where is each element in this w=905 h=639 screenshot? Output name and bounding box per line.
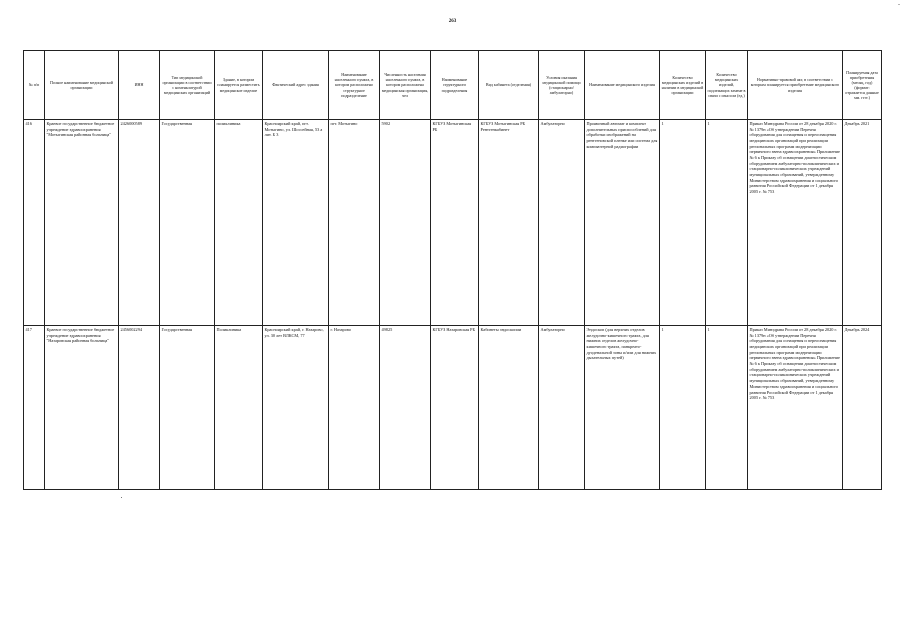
col-header-device: Наименование медицинского изделия xyxy=(585,51,660,120)
scan-speck xyxy=(121,497,122,498)
cell-population: 49825 xyxy=(380,326,431,490)
equipment-table xyxy=(23,50,882,490)
col-header-cabinet: Вид кабинета (отделения) xyxy=(479,51,539,120)
col-header-conditions: Условия оказания медицинской помощи (стационарно/ амбулаторно) xyxy=(539,51,585,120)
cell-building: поликлиника xyxy=(215,120,263,326)
cell-in-stock: 1 xyxy=(660,120,706,326)
cell-org: Краевое государственное бюджетное учреждение здравоохранения "Назаровская районная больница" xyxy=(45,326,119,490)
cell-to-replace: 1 xyxy=(706,120,748,326)
cell-date: Декабрь 2024 xyxy=(843,326,882,490)
cell-date: Декабрь 2021 xyxy=(843,120,882,326)
cell-settlement: г. Назарово xyxy=(329,326,380,490)
cell-cabinet: КГБУЗ Мотыгинская РБ Рентгенкабинет xyxy=(479,120,539,326)
col-header-building: Здание, в котором планируется разместить медицинское изделие xyxy=(215,51,263,120)
cell-in-stock: 1 xyxy=(660,326,706,490)
cell-population: 5902 xyxy=(380,120,431,326)
cell-to-replace: 1 xyxy=(706,326,748,490)
col-header-org: Полное наименование медицинской организации xyxy=(45,51,119,120)
col-header-inn: ИНН xyxy=(119,51,160,120)
cell-unit: КГБУЗ Назаровская РБ xyxy=(431,326,479,490)
cell-building: Поликлиника xyxy=(215,326,263,490)
table-row xyxy=(24,326,882,490)
cell-act: Приказ Минздрава России от 28 декабря 2020 г. № 1379н «Об утверждении Перечня оборудования для оснащения и переоснащения медицинских организаций при реализации региональных программ модернизации первичного звена здравоохранения» Приложение № 6 к Приказу об оснащении диагностическим оборудованием амбулаторно-поликлинических и стационарно-поликлинических учреждений муниципальных образований, утвержденному Министерством здравоохранения и социального развития Российской Федерации от 1 декабря 2005 г. № 753 xyxy=(748,326,843,490)
col-header-num: № п/п xyxy=(24,51,45,120)
col-header-type: Тип медицинской организации в соответствии с номенклатурой медицинских организаций xyxy=(160,51,215,120)
cell-address: Красноярский край, пгт. Мотыгино, ул. Шоссейная, 53 а лит. Б 3 xyxy=(263,120,329,326)
col-header-population: Численность населения населенного пункта, в котором расположена медицинская организация, чел xyxy=(380,51,431,120)
corner-mark: - xyxy=(898,2,900,8)
cell-num: 416 xyxy=(24,120,45,326)
col-header-settlement: Наименование населенного пункта, в котором расположено структурное подразделение xyxy=(329,51,380,120)
cell-settlement: пгт. Мотыгино xyxy=(329,120,380,326)
cell-type: Государственная xyxy=(160,326,215,490)
cell-device: Эндоскоп (для верхних отделов желудочно-кишечного тракта, для нижних отделов желудочно-кишечного тракта, панкреато-дуоденальной зоны и/или для нижних дыхательных путей) xyxy=(585,326,660,490)
cell-inn: 2426000589 xyxy=(119,120,160,326)
cell-address: Красноярский край, г. Назарово, ул. 30 лет ВЛКСМ, 77 xyxy=(263,326,329,490)
col-header-act: Нормативно-правовой акт, в соответствии с которым планируется приобретение медицинского изделия xyxy=(748,51,843,120)
cell-act: Приказ Минздрава России от 28 декабря 2020 г. № 1379н «Об утверждении Перечня оборудования для оснащения и переоснащения медицинских организаций при реализации региональных программ модернизации первичного звена здравоохранения» Приложение № 6 к Приказу об оснащении диагностическим оборудованием амбулаторно-поликлинических и стационарно-поликлинических учреждений муниципальных образований, утвержденному Министерством здравоохранения и социального развития Российской Федерации от 1 декабря 2005 г. № 753 xyxy=(748,120,843,326)
col-header-date: Планируемая дата приобретения (месяц, год) (формат: отражается данные мм. гггг.) xyxy=(843,51,882,120)
cell-device: Проявочный автомат и комплект дополнительных приспособлений для обработки изображений на рентгеновской пленке или система для компьютерной радиографии xyxy=(585,120,660,326)
cell-conditions: Амбулаторно xyxy=(539,120,585,326)
cell-unit: КГБУЗ Мотыгинская РБ xyxy=(431,120,479,326)
cell-conditions: Амбулаторно xyxy=(539,326,585,490)
table-row xyxy=(24,120,882,326)
cell-type: Государственная xyxy=(160,120,215,326)
header-row xyxy=(24,51,882,120)
col-header-in-stock: Количество медицинских изделий в наличии в медицинской организации xyxy=(660,51,706,120)
cell-cabinet: Кабинеты эндоскопии xyxy=(479,326,539,490)
col-header-to-replace: Количество медицинских изделий, подлежащих замене в связи с износом (ед.) xyxy=(706,51,748,120)
cell-num: 417 xyxy=(24,326,45,490)
cell-inn: 2456002294 xyxy=(119,326,160,490)
col-header-unit: Наименование структурного подразделения xyxy=(431,51,479,120)
page-number: 263 xyxy=(448,19,457,24)
col-header-address: Фактический адрес здания xyxy=(263,51,329,120)
cell-org: Краевое государственное бюджетное учреждение здравоохранения "Мотыгинская районная больница" xyxy=(45,120,119,326)
